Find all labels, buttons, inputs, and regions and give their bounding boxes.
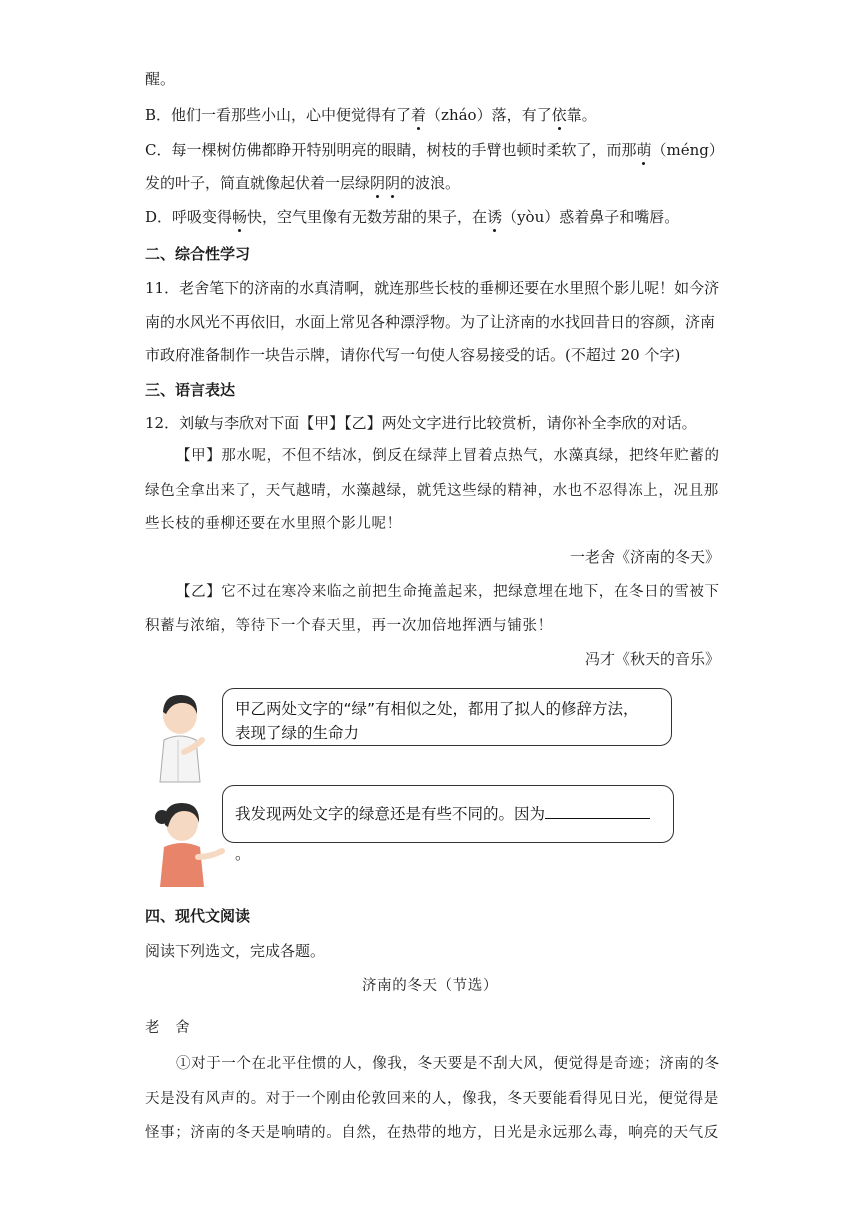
emphasis-char: 依 [551,106,567,124]
emphasis-char: 着 [411,106,427,124]
option-b: B．他们一看那些小山，心中便觉得有了着（zháo）落，有了依靠。 [145,106,597,124]
boy-speech-line2: 表现了绿的生命力 [235,724,360,742]
section-heading-4: 四、现代文阅读 [145,907,251,925]
emphasis-char: 畅 [232,208,248,226]
option-d: D．呼吸变得畅快，空气里像有无数芳甜的果子，在诱（yòu）惑着鼻子和嘴唇。 [145,208,680,226]
excerpt-jia-line2: 绿色全拿出来了，天气越晴，水藻越绿，就凭这些绿的精神，水也不忍得冻上，况且那 [145,483,719,499]
excerpt-yi-line1: 【乙】它不过在寒冷来临之前把生命掩盖起来，把绿意埋在地下，在冬日的雪被下 [176,584,720,600]
emphasis-char: 阴 [385,174,401,192]
excerpt-jia-line3: 些长枝的垂柳还要在水里照个影儿呢！ [145,516,402,532]
excerpt-jia-source: 一老舍《济南的冬天》 [569,548,720,566]
section-heading-3: 三、语言表达 [145,381,236,399]
option-a-tail: 醒。 [145,70,176,88]
girl-illustration [150,795,230,890]
reading-instruction: 阅读下列选文，完成各题。 [145,942,326,960]
option-c-line2: 发的叶子，简直就像起伏着一层绿阴阴的波浪。 [145,174,461,192]
question-11-line2: 南的水风光不再依旧，水面上常见各种漂浮物。为了让济南的水找回昔日的容颜，济南 [145,313,716,331]
article-author: 老 舍 [145,1020,191,1036]
emphasis-char: 阴 [370,174,386,192]
boy-speech-line1: 甲乙两处文字的“绿”有相似之处，都用了拟人的修辞方法， [235,700,639,718]
article-title: 济南的冬天（节选） [362,978,498,994]
boy-speech-bubble [222,688,672,746]
paragraph-1-line1: ①对于一个在北平住惯的人，像我，冬天要是不刮大风，便觉得是奇迹；济南的冬 [176,1056,720,1072]
section-heading-2: 二、综合性学习 [145,245,251,263]
excerpt-jia-line1: 【甲】那水呢，不但不结冰，倒反在绿萍上冒着点热气，水藻真绿，把终年贮蓄的 [176,448,720,464]
question-11-line1: 11．老舍笔下的济南的水真清啊，就连那些长枝的垂柳还要在水里照个影儿呢！如今济 [145,279,720,297]
boy-illustration [150,690,212,785]
emphasis-char: 诱 [487,208,503,226]
emphasis-char: 萌 [636,141,652,159]
paragraph-1-line3: 怪事；济南的冬天是响晴的。自然，在热带的地方，日光是永远那么毒，响亮的天气反 [145,1125,719,1141]
excerpt-yi-line2: 积蓄与浓缩，等待下一个春天里，再一次加倍地挥洒与铺张！ [145,618,553,634]
girl-speech-text: 我发现两处文字的绿意还是有些不同的。因为 [235,805,546,823]
question-11-line3: 市政府准备制作一块告示牌，请你代写一句使人容易接受的话。(不超过 20 个字) [145,346,681,364]
answer-blank[interactable] [545,804,650,819]
option-c-line1: C．每一棵树仿佛都睁开特别明亮的眼睛，树枝的手臂也顿时柔软了，而那萌（méng） [145,141,724,159]
paragraph-1-line2: 天是没有风声的。对于一个刚由伦敦回来的人，像我，冬天要能看得见日光，便觉得是 [145,1091,719,1107]
girl-speech-bubble: 我发现两处文字的绿意还是有些不同的。因为。 [222,785,674,843]
question-12: 12．刘敏与李欣对下面【甲】【乙】两处文字进行比较赏析，请你补全李欣的对话。 [145,414,697,432]
excerpt-yi-source: 冯才《秋天的音乐》 [584,650,720,668]
